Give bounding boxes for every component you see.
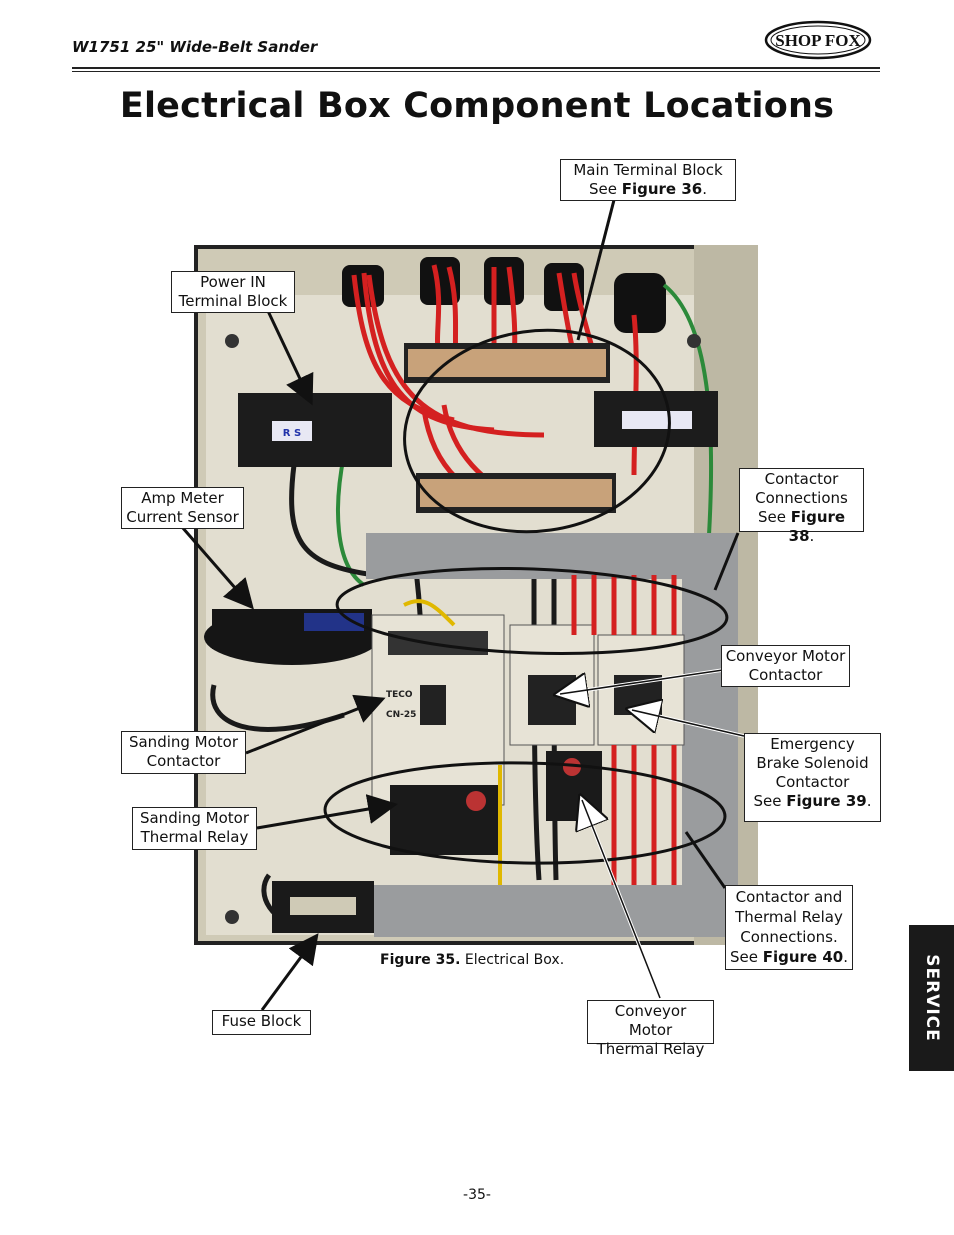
callout-line: Power IN [200,273,266,291]
rs-label: R S [282,428,302,439]
callout-contactor-connections: Contactor Connections See Figure 38. [739,468,864,532]
callout-line: Conveyor Motor [725,647,846,665]
page-title: Electrical Box Component Locations [119,86,835,126]
callout-amp-meter-current-sensor [121,487,244,529]
teco-label: TECO [386,690,413,700]
callout-line: Amp Meter [141,489,224,507]
callout-line: Fuse Block [221,1012,302,1030]
callout-line: Conveyor Motor [614,1002,687,1039]
figure-caption [380,952,564,968]
callout-line: Brake Solenoid [756,754,869,772]
header-rule-thin [72,71,880,72]
electrical-box-photo [194,245,758,945]
callout-line: Main Terminal Block [573,161,723,179]
callout-fuse-block [212,1010,311,1035]
figure-label: Figure 35. [380,952,461,968]
callout-emergency-brake-solenoid-contactor: Emergency Brake Solenoid Contactor See Figure 39. [744,733,881,822]
section-tab [909,925,954,1071]
callout-line: Sanding Motor [128,733,239,751]
callout-conveyor-motor-contactor [721,645,850,687]
callout-line: Sanding Motor [139,809,250,827]
callout-power-in-terminal-block [171,271,295,313]
callout-line: Contactor [775,773,850,791]
see-text: See [753,792,787,810]
page-number: -35- [463,1187,491,1203]
callout-line: Terminal Block [178,292,288,310]
callout-line: Emergency [770,735,855,753]
callout-sanding-motor-contactor [121,731,246,774]
figure-caption-text: Electrical Box. [460,952,565,968]
see-text: See [588,180,622,198]
section-tab-label: SERVICE [921,954,942,1042]
figure-ref: Figure 40 [762,948,844,966]
callout-line: Contactor [748,666,823,684]
header-rule [72,67,880,69]
callout-conveyor-motor-thermal-relay [587,1000,714,1058]
callout-contactor-thermal-relay-connections: Contactor and Thermal Relay Connections. See Figure 40. [725,885,853,970]
callout-line: Contactor [764,470,839,488]
callout-main-terminal-block: Main Terminal Block See Figure 36. [560,159,736,201]
callout-line: Connections [755,489,848,507]
see-text: See [757,508,791,526]
callout-line: Thermal Relay [735,908,843,926]
shop-fox-logo [764,20,872,60]
callout-line: Contactor and [735,888,843,906]
cn25-label: CN-25 [386,710,417,720]
callout-line: Thermal Relay [596,1040,705,1058]
figure-ref: Figure 39 [786,792,867,810]
callout-line: Contactor [146,752,221,770]
figure-ref: Figure 36 [621,180,703,198]
callout-sanding-motor-thermal-relay [132,807,257,850]
callout-line: Current Sensor [126,508,239,526]
figure-ref: Figure 38 [788,508,846,545]
logo-text: SHOP FOX [775,31,861,50]
callout-line: Connections. [740,928,838,946]
header-title: W1751 25" Wide-Belt Sander [72,38,318,56]
see-text: See [729,948,763,966]
callout-line: Thermal Relay [140,828,249,846]
